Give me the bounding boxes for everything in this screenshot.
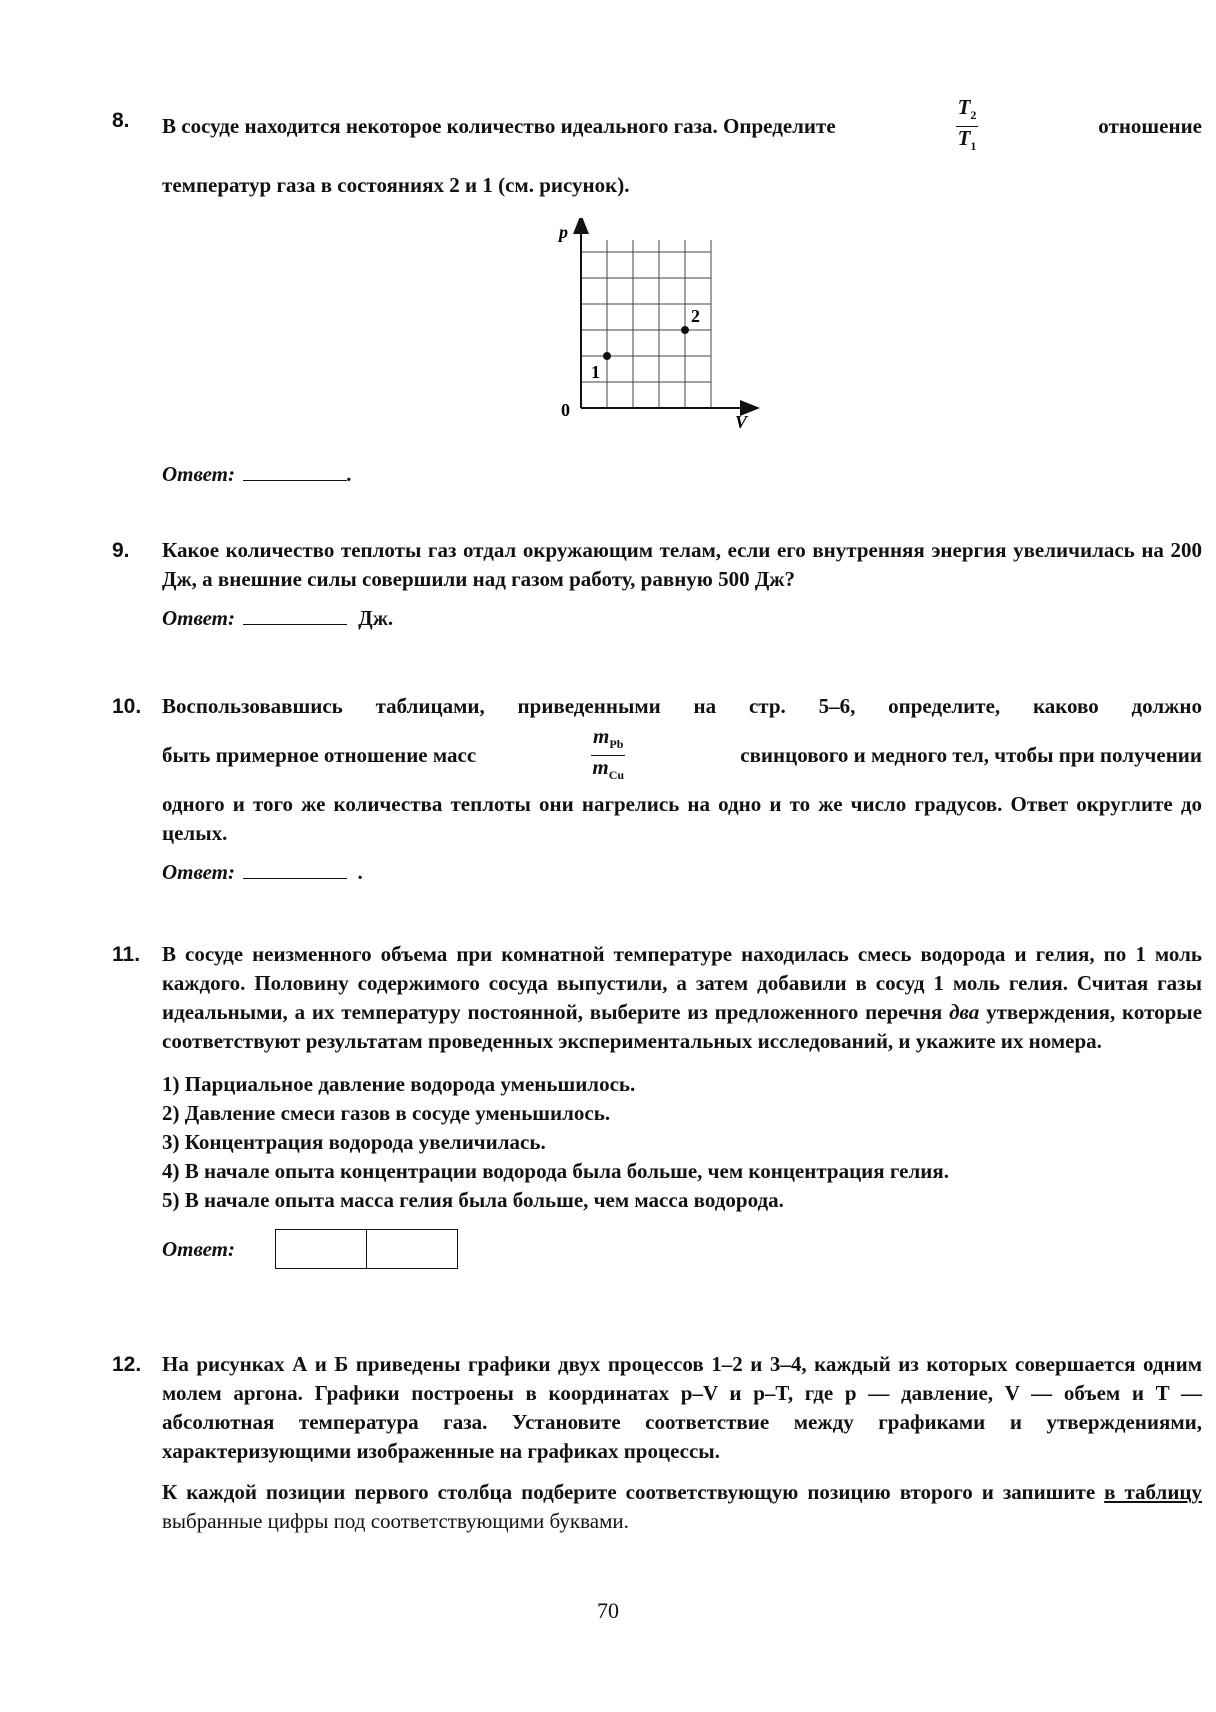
task-10-text-1: Воспользовавшись таблицами, приведенными на стр. 5–6, определите, каково должно [162,694,1202,718]
task-12-text-1: На рисунках А и Б приведены графики двух процессов 1–2 и 3–4, каждый из которых совершается одним молем аргона. Графики построены в координатах p–V и p–T, где p — давление, V — объем и T — абсолютная температура газа. Установите соответствие между графиками и утверждениями, характеризующими изображенные на графиках процессы. [162,1352,1202,1463]
task-8-body [162,96,1202,200]
task-10-text-2a: быть примерное отношение масс [162,743,477,768]
answer-blank[interactable] [243,460,347,481]
option-item: 2) Давление смеси газов в сосуде уменьшилось. [162,1101,611,1125]
task-10-text-2b: свинцового и медного тел, чтобы при получении [740,743,1202,768]
fraction-t2-t1: $\frac{T_2}{T_1}$ [957,95,977,154]
task-11-text: В сосуде неизменного объема при комнатной температуре находилась смесь водорода и гелия, по 1 моль каждого. Половину содержимого сосуда выпустили, а затем добавили в сосуд 1 моль гелия. Считая газы идеальными, а их температуру постоянной, выберите из предложенного перечня два утверждения, которые соответствуют результатам проведенных экспериментальных исследований, и укажите их номера. [162,942,1203,1053]
answer-tail: . [358,860,364,885]
task-number: 8. [112,109,130,132]
point-1-label: 1 [591,362,600,382]
emphasis-two: два [949,1000,980,1024]
task-10-text-3: одного и того же количества теплоты они нагрелись на одно и то же число градусов. Ответ округлите до целых. [162,792,1202,846]
option-item: 3) Концентрация водорода увеличилась. [162,1130,546,1154]
answer-box-2[interactable] [367,1229,458,1269]
page-number: 70 [597,1598,619,1623]
option-item: 1) Парциальное давление водорода уменьшилось. [162,1072,636,1096]
task-number: 11. [112,943,141,966]
task-number: 10. [112,695,142,718]
fraction-mpb-mcu: $\frac{m_{Pb}}{m_{Cu}}$ [592,724,625,783]
answer-unit: Дж. [358,606,394,630]
task-8-text: В сосуде находится некоторое количество идеального газа. Определите [162,114,836,139]
task-8-text-2: отношение [1098,114,1202,139]
point-2-label: 2 [691,306,700,326]
point-2 [681,326,689,334]
task-9 [112,536,1202,633]
task-8 [112,96,1202,200]
task-12-text-2: К каждой позиции первого столбца подберите соответствующую позицию второго и запишите в таблицу выбранные цифры под соответствующими буквами. [162,1480,1203,1533]
answer-boxes [275,1229,458,1269]
option-list [162,1070,1202,1215]
task-10 [112,692,1202,887]
task-11 [112,940,1202,1269]
answer-label: Ответ: [162,606,235,630]
option-item: 4) В начале опыта концентрации водорода была больше, чем концентрация гелия. [162,1159,949,1183]
x-axis-label: V [735,412,748,432]
task-12 [112,1350,1202,1536]
task-number: 12. [112,1353,142,1376]
point-1 [603,352,611,360]
answer-label: Ответ: [162,860,235,885]
origin-label: 0 [561,400,570,420]
answer-blank[interactable] [243,604,347,625]
answer-box-1[interactable] [275,1229,367,1269]
pv-graph [545,218,775,433]
answer-label: Ответ: [162,1236,235,1261]
task-9-text: Какое количество теплоты газ отдал окружающим телам, если его внутренняя энергия увеличилась на 200 Дж, а внешние силы совершили над газом работу, равную 500 Дж? [162,538,1202,591]
answer-tail: . [347,462,353,486]
answer-label: Ответ: [162,462,235,486]
option-item: 5) В начале опыта масса гелия была больше, чем масса водорода. [162,1188,784,1212]
task-8-answer [112,460,1202,489]
y-axis-label: p [559,222,568,242]
task-8-text-3: температур газа в состояниях 2 и 1 (см. рисунок). [162,173,630,198]
task-number: 9. [112,539,130,562]
answer-blank[interactable] [243,858,347,879]
